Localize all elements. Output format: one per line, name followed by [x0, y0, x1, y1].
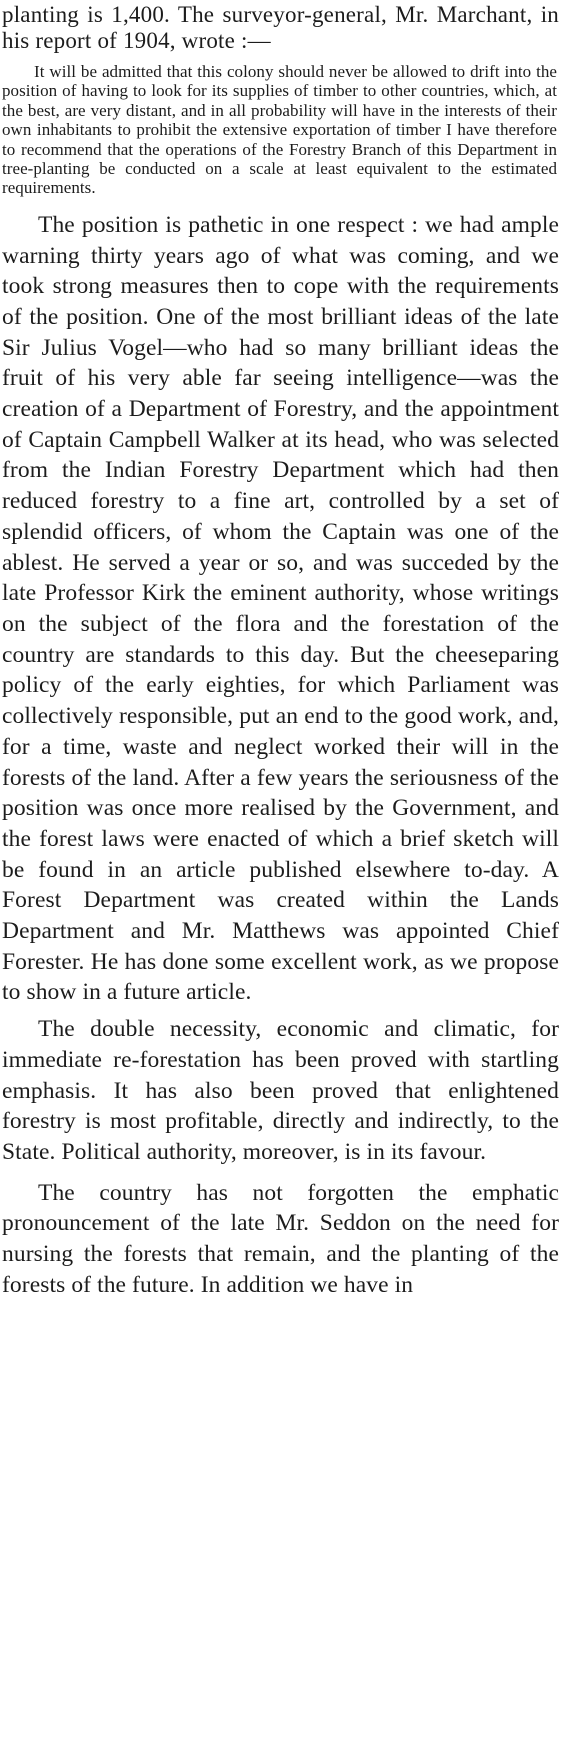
- lead-line: planting is 1,400. The surveyor-general, Mr. Marchant, in his report of 1904, wrote :—: [2, 2, 559, 53]
- paragraph-forestry-history: The position is pathetic in one respect : we had ample warning thirty years ago of what was coming, and we took strong measures then to cope with the requirements of the position. One of the most brilliant ideas of the late Sir Julius Vogel—who had so many brilliant ideas the fruit of his very able far seeing intelligence—was the creation of a Department of Forestry, and the appointment of Captain Campbell Walker at its head, who was selected from the Indian Forestry Department which had then reduced forestry to a fine art, controlled by a set of splendid officers, of whom the Captain was one of the ablest. He served a year or so, and was succeded by the late Professor Kirk the eminent authority, whose writings on the subject of the flora and the forestation of the country are standards to this day. But the cheeseparing policy of the early eighties, for which Parliament was collectively responsible, put an end to the good work, and, for a time, waste and neglect worked their will in the forests of the land. After a few years the seriousness of the position was once more realised by the Government, and the forest laws were enacted of which a brief sketch will be found in an article published elsewhere to-day. A Forest Department was created within the Lands Department and Mr. Matthews was appointed Chief Forester. He has done some excellent work, as we propose to show in a future article.: [2, 211, 559, 1006]
- quoted-report-excerpt: It will be admitted that this colony should never be allowed to drift into the position of having to look for its supplies of timber to other countries, which, at the best, are very distant, and in all probability will have in the interests of their own inhabitants to prohibit the extensive exportation of timber I have therefore to recommend that the operations of the Forestry Branch of this Department in tree-planting be conducted on a scale at least equivalent to the estimated requirements.: [2, 62, 557, 198]
- paragraph-reforestation-necessity: The double necessity, economic and climatic, for immediate re-forestation has been proved with startling emphasis. It has also been proved that enlightened forestry is most profitable, directly and indirectly, to the State. Political authority, moreover, is in its favour.: [2, 1016, 559, 1165]
- paragraph-seddon-pronouncement: The country has not forgotten the emphatic pronouncement of the late Mr. Seddon on the need for nursing the forests that remain, and the planting of the forests of the future. In addition we have in: [2, 1179, 559, 1298]
